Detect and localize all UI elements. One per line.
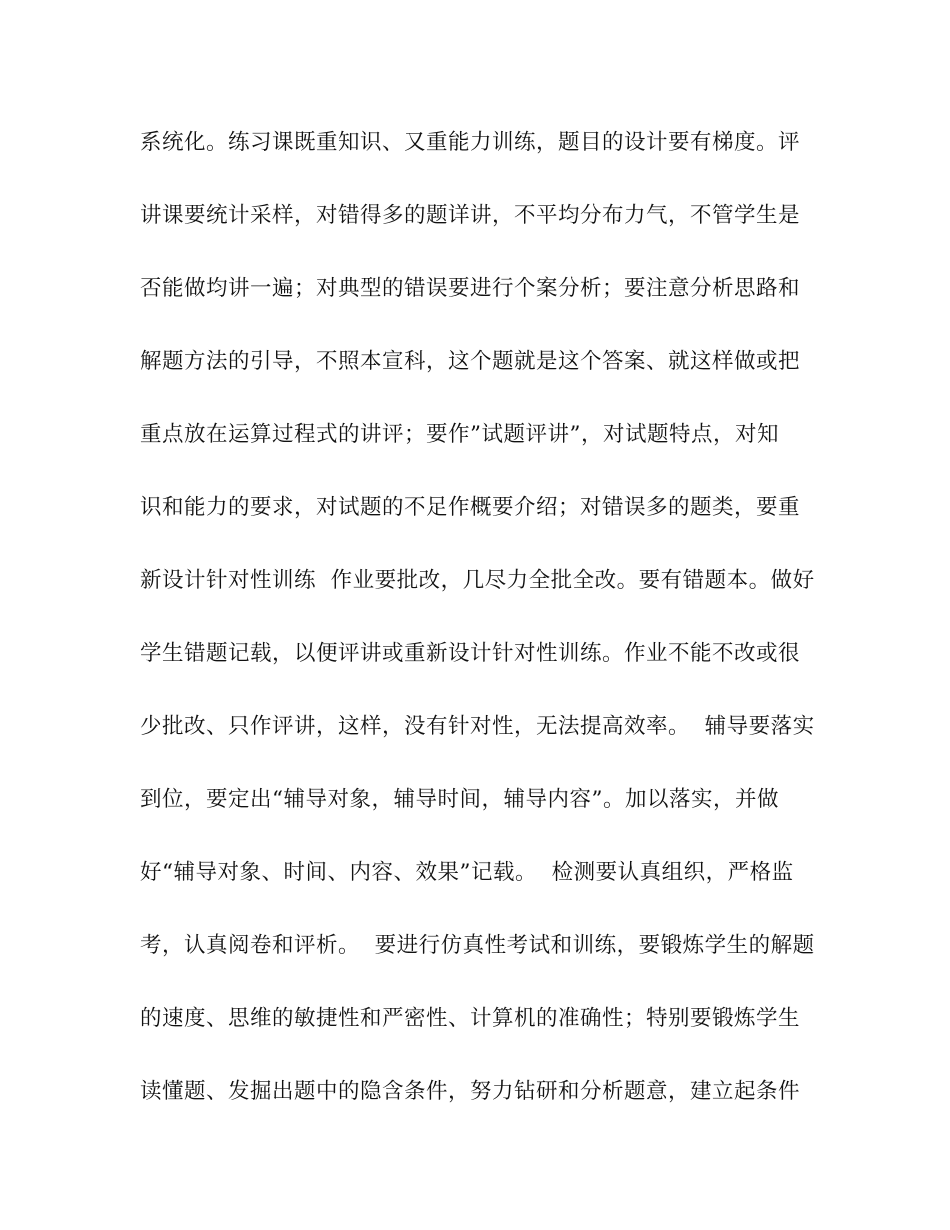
text-line-4: 解题方法的引导，不照本宣科，这个题就是这个答案、就这样做或把 [140,349,801,374]
body-text [140,123,820,1145]
text-line-1: 系统化。练习课既重知识、又重能力训练，题目的设计要有梯度。评 [140,130,801,155]
text-line-2: 讲课要统计采样，对错得多的题详讲，不平均分布力气，不管学生是 [140,203,801,228]
text-line-7: 新设计针对性训练 作业要批改，几尽力全批全改。要有错题本。做好 [140,568,815,593]
text-line-8: 学生错题记载，以便评讲或重新设计针对性训练。作业不能不改或很 [140,641,801,666]
text-line-5: 重点放在运算过程式的讲评；要作”试题评讲”，对试题特点，对知 [140,422,779,447]
text-line-13: 的速度、思维的敏捷性和严密性、计算机的准确性；特别要锻炼学生 [140,1006,801,1031]
text-line-11: 好“辅导对象、时间、内容、效果”记载。 检测要认真组织，严格监 [140,860,794,885]
text-line-12: 考，认真阅卷和评析。 要进行仿真性考试和训练，要锻炼学生的解题 [140,933,815,958]
text-line-10: 到位，要定出“辅导对象，辅导时间，辅导内容”。加以落实，并做 [140,787,779,812]
text-line-6: 识和能力的要求，对试题的不足作概要介绍；对错误多的题类，要重 [140,495,801,520]
text-line-3: 否能做均讲一遍；对典型的错误要进行个案分析；要注意分析思路和 [140,276,801,301]
text-line-14: 读懂题、发掘出题中的隐含条件，努力钻研和分析题意，建立起条件 [140,1079,801,1104]
text-line-9: 少批改、只作评讲，这样，没有针对性，无法提高效率。 辅导要落实 [140,714,815,739]
